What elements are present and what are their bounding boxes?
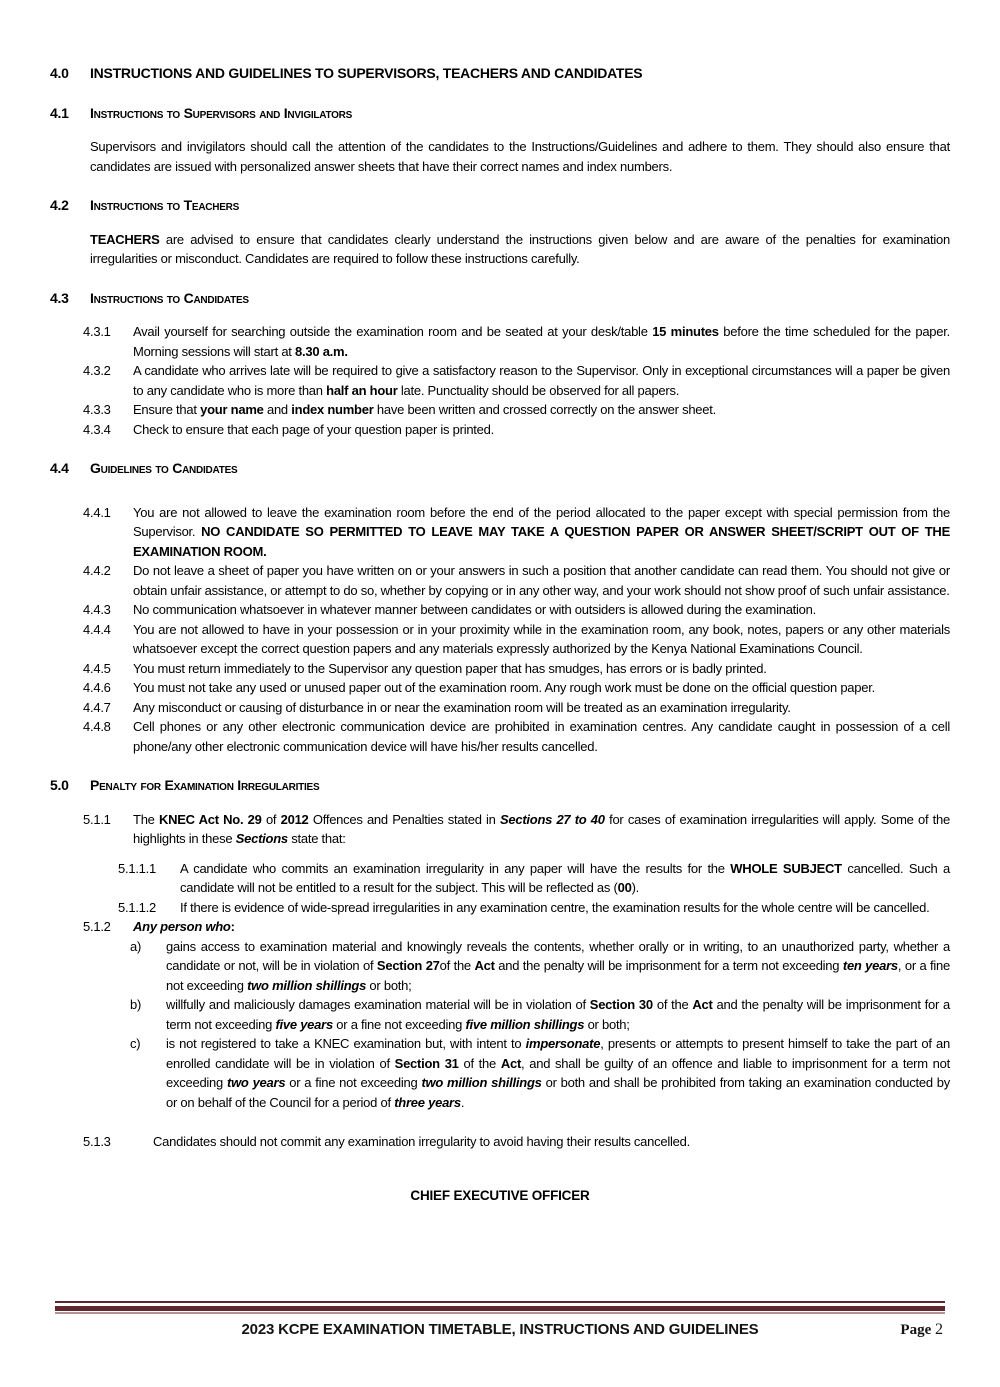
section-heading	[50, 196, 950, 216]
text-segment: Check to ensure that each page of your question paper is printed.	[133, 421, 494, 437]
text-segment: NO CANDIDATE SO PERMITTED TO LEAVE MAY TAKE A QUESTION PAPER OR ANSWER SHEET/SCRIPT OUT OF THE EXAMINATION ROOM.	[133, 524, 950, 559]
text-segment: of the	[458, 1055, 501, 1071]
list-item	[130, 995, 950, 1034]
list-item	[130, 937, 950, 996]
text-segment: gains access to examination material and knowingly reveals the contents, whether orally or in writing, to an unauthorized party, whether a candidate or not, will be in violation of	[166, 938, 950, 973]
text-segment: The	[133, 811, 159, 827]
text-segment: ).	[631, 880, 640, 895]
text-segment: You are not allowed to have in your possession or in your proximity while in the examination room, any book, notes, papers or any other materials whatsoever except the correct question papers and any materials expressly authorized by the Kenya National Examinations Council.	[133, 621, 950, 656]
spacer	[50, 1162, 950, 1172]
item-number: 5.1.1	[83, 811, 111, 827]
page-number	[900, 1321, 943, 1339]
text-segment: Section 27	[376, 958, 440, 973]
list-item	[83, 420, 950, 440]
item-text	[153, 1132, 950, 1152]
page-number-value: 2	[935, 1321, 943, 1338]
text-segment: 00	[617, 880, 632, 895]
text-segment: You are not allowed to leave the examination room before the end of the period allocated to the paper except with special permission from the Supervisor.	[133, 504, 950, 539]
item-text	[133, 810, 950, 849]
text-segment: 2012	[280, 811, 309, 827]
section-heading	[50, 64, 950, 84]
text-segment: willfully and maliciously damages examination material will be in violation of	[166, 997, 590, 1012]
section-title: Penalty for Examination Irregularities	[90, 777, 320, 793]
text-segment: three years	[394, 1094, 461, 1110]
text-segment: You must not take any used or unused paper out of the examination room. Any rough work must be done on the official question paper.	[133, 680, 875, 695]
item-number: 5.1.2	[83, 919, 111, 934]
page-footer	[55, 1301, 945, 1339]
item-text	[133, 361, 950, 400]
item-number: 4.3.3	[83, 402, 111, 417]
item-number: 4.4.8	[83, 719, 111, 734]
text-segment: Supervisors and invigilators should call the attention of the candidates to the Instructions/Guidelines and adhere to them. They should also ensure that candidates are issued with personalized answer sheets that have their correct names and index numbers.	[90, 139, 950, 174]
text-segment: or both and shall be prohibited from taking an examination conducted by or on behalf of the Council for a period of	[166, 1075, 950, 1110]
section-number: 5.0	[50, 777, 69, 793]
text-segment: state that:	[287, 831, 346, 846]
text-segment: ten years	[842, 958, 898, 973]
section-number: 4.3	[50, 289, 69, 306]
section-number: 4.0	[50, 65, 69, 81]
section-title: Instructions to Teachers	[90, 197, 240, 213]
text-segment: is not registered to take a KNEC examination but, with intent to	[166, 1036, 526, 1051]
item-number: c)	[130, 1036, 141, 1051]
list-item	[83, 400, 950, 420]
text-segment: impersonate	[525, 1036, 601, 1051]
text-segment: of the	[439, 958, 475, 973]
item-number: 4.3.4	[83, 421, 111, 437]
text-segment: two million shillings	[247, 977, 367, 993]
footer-rule-light	[55, 1312, 945, 1314]
text-segment: Any misconduct or causing of disturbance in or near the examination room will be treated as an examination irregularity.	[133, 699, 791, 715]
text-segment: Sections	[235, 831, 288, 846]
item-text	[133, 503, 950, 562]
item-number: 5.1.1.2	[118, 899, 157, 915]
item-text	[166, 995, 950, 1034]
text-segment: or both;	[366, 977, 412, 993]
section-title: Guidelines to Candidates	[90, 460, 238, 476]
item-text	[180, 898, 950, 918]
paragraph	[90, 137, 950, 176]
text-segment: KNEC Act No. 29	[158, 811, 262, 827]
item-text	[133, 698, 950, 718]
section-title: Instructions to Candidates	[90, 289, 249, 306]
section-title: INSTRUCTIONS AND GUIDELINES TO SUPERVISORS, TEACHERS AND CANDIDATES	[90, 65, 643, 81]
text-segment: and the penalty will be imprisonment for a term not exceeding	[494, 958, 843, 973]
list-item	[83, 698, 950, 718]
text-segment: 15 minutes	[652, 324, 719, 339]
text-segment: and the penalty will be imprisonment for a term not exceeding	[166, 997, 951, 1032]
text-segment: two million shillings	[421, 1075, 542, 1090]
text-segment: You must return immediately to the Supervisor any question paper that has smudges, has errors or is badly printed.	[133, 660, 767, 676]
item-text	[166, 1034, 950, 1112]
page-number-label: Page	[900, 1322, 932, 1338]
text-segment: , and shall be guilty of an offence and liable to imprisonment for a term not exceeding	[166, 1055, 950, 1090]
item-text	[133, 917, 950, 937]
text-segment: or a fine not exceeding	[285, 1075, 422, 1090]
item-text	[133, 322, 950, 361]
footer-title: 2023 KCPE EXAMINATION TIMETABLE, INSTRUCTIONS AND GUIDELINES	[241, 1321, 759, 1338]
list-item	[83, 561, 950, 600]
text-segment: Avail yourself for searching outside the examination room and be seated at your desk/table	[133, 324, 653, 339]
list-item	[83, 322, 950, 361]
text-segment: 8.30 a.m.	[295, 343, 348, 359]
footer-text-row	[55, 1321, 945, 1339]
spacer	[50, 849, 950, 859]
text-segment: late. Punctuality should be observed for all papers.	[397, 382, 680, 398]
list-item	[83, 659, 950, 679]
text-segment: for cases of examination irregularities will apply. Some of the highlights in these	[133, 811, 950, 846]
section-number: 4.1	[50, 104, 69, 121]
section-number: 4.2	[50, 197, 69, 213]
item-number: 4.4.3	[83, 602, 111, 617]
text-segment: or a fine not exceeding	[332, 1016, 466, 1032]
item-text	[133, 600, 950, 620]
text-segment: A candidate who commits an examination irregularity in any paper will have the results for the	[180, 860, 731, 876]
item-text	[133, 659, 950, 679]
text-segment: If there is evidence of wide-spread irregularities in any examination centre, the examination results for the whole centre will be cancelled.	[180, 899, 930, 915]
text-segment: Any person who	[133, 919, 231, 934]
list-item	[118, 898, 950, 918]
text-segment: cancelled. Such a candidate will not be entitled to a result for the subject. This will be reflected as (	[180, 860, 950, 895]
item-number: 4.4.7	[83, 699, 111, 715]
item-number: 4.3.2	[83, 363, 111, 378]
text-segment: Act	[692, 997, 713, 1012]
text-segment: No communication whatsoever in whatever manner between candidates or with outsiders is allowed during the examination.	[133, 602, 816, 617]
item-number: a)	[130, 938, 142, 954]
item-number: 4.4.6	[83, 680, 111, 695]
list-item	[83, 917, 950, 937]
section-heading	[50, 459, 950, 479]
spacer	[50, 1152, 950, 1162]
signature-title: CHIEF EXECUTIVE OFFICER	[410, 1187, 590, 1203]
list-item	[83, 810, 950, 849]
item-text	[166, 937, 950, 996]
text-segment: Section 30	[589, 997, 653, 1012]
list-item	[130, 1034, 950, 1112]
text-segment: Section 31	[394, 1055, 459, 1071]
text-segment: Sections 27 to 40	[499, 811, 605, 827]
item-text	[133, 561, 950, 600]
list-item	[83, 600, 950, 620]
text-segment: of	[261, 811, 281, 827]
text-segment: or both;	[584, 1016, 630, 1032]
text-segment: Act	[500, 1055, 522, 1071]
list-item	[83, 717, 950, 756]
item-number: b)	[130, 997, 142, 1012]
item-text	[133, 678, 950, 698]
text-segment: Candidates should not commit any examination irregularity to avoid having their results cancelled.	[153, 1134, 690, 1149]
list-item	[83, 361, 950, 400]
spacer	[50, 1112, 950, 1122]
section-heading	[50, 289, 950, 309]
text-segment: five years	[275, 1016, 333, 1032]
section-title: Instructions to Supervisors and Invigilators	[90, 104, 353, 121]
item-text	[133, 420, 950, 440]
text-segment: half an hour	[326, 382, 398, 398]
section-number: 4.4	[50, 460, 69, 476]
list-item	[83, 620, 950, 659]
list-item	[118, 859, 950, 898]
text-segment: :	[230, 919, 235, 934]
text-segment: Cell phones or any other electronic communication device are prohibited in examination centres. Any candidate caught in possession of a cell phone/any other electronic communication device will have his/her results cancelled.	[133, 719, 950, 754]
item-text	[133, 717, 950, 756]
spacer	[50, 1122, 950, 1132]
spacer	[50, 493, 950, 503]
item-number: 4.4.5	[83, 660, 111, 676]
text-segment: and	[263, 402, 292, 417]
item-number: 5.1.3	[83, 1134, 111, 1149]
text-segment: your name	[200, 402, 264, 417]
text-segment: Act	[474, 958, 495, 973]
paragraph	[90, 230, 950, 269]
text-segment: Do not leave a sheet of paper you have written on or your answers in such a position that another candidate can read them. You should not give or obtain unfair assistance, or attempt to do so, whether by copying or in any other way, and your work should not show proof of such unfair assistance.	[133, 563, 950, 598]
item-text	[180, 859, 950, 898]
text-segment: , presents or attempts to present himself to take the part of an enrolled candidate will be in violation of	[166, 1036, 950, 1071]
section-heading	[50, 104, 950, 124]
text-segment: before the time scheduled for the paper. Morning sessions will start at	[133, 324, 950, 359]
text-segment: TEACHERS	[90, 231, 160, 247]
text-segment: WHOLE SUBJECT	[730, 860, 842, 876]
text-segment: of the	[652, 997, 693, 1012]
item-number: 4.4.1	[83, 504, 111, 520]
text-segment: A candidate who arrives late will be required to give a satisfactory reason to the Supervisor. Only in exceptional circumstances will a paper be given to any candidate who is more than	[133, 363, 950, 398]
text-segment: .	[460, 1094, 465, 1110]
text-segment: five million shillings	[465, 1016, 585, 1032]
text-segment: have been written and crossed correctly on the answer sheet.	[373, 402, 716, 417]
list-item	[83, 503, 950, 562]
text-segment: are advised to ensure that candidates clearly understand the instructions given below and are aware of the penalties for examination irregularities or misconduct. Candidates are required to follow these instructions carefully.	[90, 231, 950, 266]
text-segment: Offences and Penalties stated in	[308, 811, 500, 827]
text-segment: , or a fine not exceeding	[166, 958, 951, 993]
item-number: 4.3.1	[83, 324, 111, 339]
item-number: 4.4.4	[83, 621, 111, 637]
item-number: 4.4.2	[83, 563, 111, 578]
list-item	[83, 1132, 950, 1152]
text-segment: two years	[226, 1075, 286, 1090]
item-number: 5.1.1.1	[118, 860, 157, 876]
item-text	[133, 400, 950, 420]
text-segment: index number	[291, 402, 374, 417]
text-segment: Ensure that	[133, 402, 201, 417]
section-heading	[50, 776, 950, 796]
list-item	[83, 678, 950, 698]
item-text	[133, 620, 950, 659]
